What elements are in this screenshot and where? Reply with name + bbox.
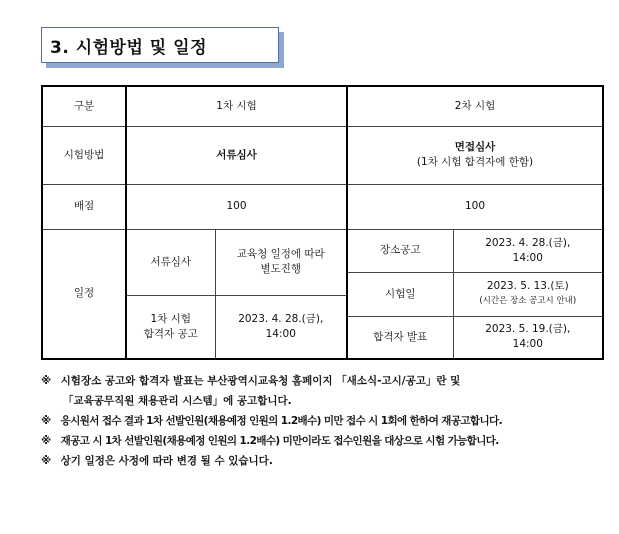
note-text: 상기 일정은 사정에 따라 변경 될 수 있습니다. bbox=[60, 455, 273, 467]
title-frame bbox=[41, 27, 279, 63]
reference-mark-icon: ※ bbox=[41, 435, 52, 447]
method-row bbox=[42, 126, 603, 184]
note-item bbox=[41, 371, 601, 391]
section-title: 3. 시험방법 및 일정 bbox=[50, 37, 207, 58]
method-second bbox=[347, 126, 603, 184]
note-text-continued: 「교육공무직원 채용관리 시스템」에 공고합니다. bbox=[63, 395, 292, 407]
first-pass-notice-label-line2: 합격자 공고 bbox=[143, 327, 198, 340]
note-item bbox=[41, 411, 601, 431]
first-pass-notice-date-line2: 14:00 bbox=[265, 327, 296, 340]
section-title-box bbox=[41, 27, 279, 63]
venue-notice-date bbox=[453, 229, 603, 272]
note-text: 재공고 시 1차 선발인원(채용예정 인원의 1.2배수) 미만이라도 접수인원을 대상으로 시험 가능합니다. bbox=[60, 435, 499, 447]
first-pass-notice-date bbox=[215, 295, 347, 359]
final-result-date-line2: 14:00 bbox=[512, 338, 543, 351]
final-result-date bbox=[453, 316, 603, 359]
reference-mark-icon: ※ bbox=[41, 415, 52, 427]
first-pass-notice-date-line1: 2023. 4. 28.(금), bbox=[238, 312, 324, 325]
exam-day-date bbox=[453, 272, 603, 316]
method-first: 서류심사 bbox=[126, 126, 347, 184]
method-second-note: (1차 시험 합격자에 한함) bbox=[416, 156, 534, 168]
header-first-exam: 1차 시험 bbox=[126, 86, 347, 126]
score-first: 100 bbox=[126, 184, 347, 229]
first-stage-screening-date-line2: 별도진행 bbox=[260, 263, 302, 275]
header-second-exam: 2차 시험 bbox=[347, 86, 603, 126]
exam-day-date-note: (시간은 장소 공고시 안내) bbox=[479, 296, 577, 306]
score-label: 배점 bbox=[42, 184, 126, 229]
first-pass-notice-label-line1: 1차 시험 bbox=[150, 312, 191, 325]
final-result-label: 합격자 발표 bbox=[347, 316, 453, 359]
first-stage-screening-date-line1: 교육청 일정에 따라 bbox=[236, 248, 325, 260]
header-row bbox=[42, 86, 603, 126]
schedule-label: 일정 bbox=[42, 229, 126, 359]
reference-mark-icon: ※ bbox=[41, 375, 52, 387]
reference-mark-icon: ※ bbox=[41, 455, 52, 467]
score-row bbox=[42, 184, 603, 229]
score-second: 100 bbox=[347, 184, 603, 229]
notes-section bbox=[41, 371, 601, 471]
final-result-date-line1: 2023. 5. 19.(금), bbox=[485, 323, 571, 336]
note-text: 시험장소 공고와 합격자 발표는 부산광역시교육청 홈페이지 「새소식-고시/공고」란 및 bbox=[60, 375, 461, 387]
first-stage-screening: 서류심사 bbox=[126, 229, 215, 295]
note-item bbox=[41, 431, 601, 451]
schedule-row-1 bbox=[42, 229, 603, 272]
note-text: 응시원서 접수 결과 1차 선발인원(채용예정 인원의 1.2배수) 미만 접수 시 1회에 한하여 재공고합니다. bbox=[60, 415, 502, 427]
venue-notice-label: 장소공고 bbox=[347, 229, 453, 272]
first-pass-notice-label bbox=[126, 295, 215, 359]
venue-notice-date-line1: 2023. 4. 28.(금), bbox=[485, 236, 571, 249]
method-second-main: 면접심사 bbox=[454, 141, 496, 153]
note-item bbox=[41, 451, 601, 471]
exam-day-date-line1: 2023. 5. 13.(토) bbox=[486, 280, 569, 292]
exam-schedule-table bbox=[41, 85, 604, 360]
method-label: 시험방법 bbox=[42, 126, 126, 184]
venue-notice-date-line2: 14:00 bbox=[512, 251, 543, 264]
first-stage-screening-date bbox=[215, 229, 347, 295]
exam-day-label: 시험일 bbox=[347, 272, 453, 316]
header-category: 구분 bbox=[42, 86, 126, 126]
